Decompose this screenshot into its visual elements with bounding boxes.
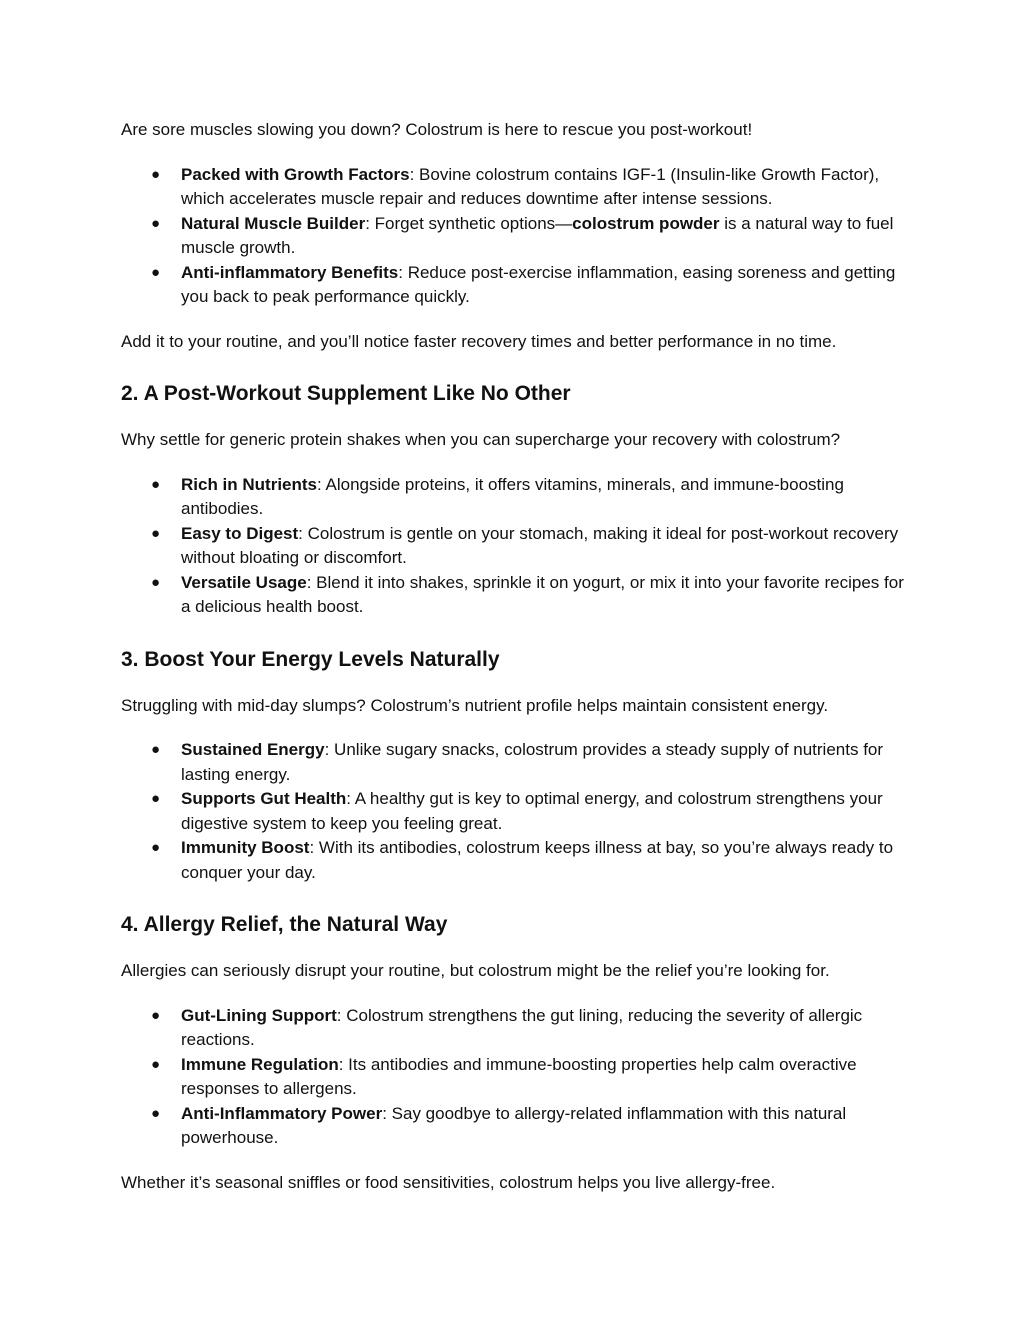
list-item-term: Packed with Growth Factors [181,164,410,184]
list-item-term: Natural Muscle Builder [181,213,366,233]
section-3-intro: Struggling with mid-day slumps? Colostrum’s nutrient profile helps maintain consistent energy. [121,695,829,715]
list-item [121,1004,911,1053]
list-item-term: Easy to Digest [181,523,299,543]
list-item-inline-term: colostrum powder [572,213,720,233]
bullet-icon: ● [151,741,161,758]
bullet-icon: ● [151,790,161,807]
bullet-icon: ● [151,165,161,183]
list-item-text: : Unlike sugary snacks, colostrum provides a steady supply of nutrients for lasting energy. [181,740,884,784]
list-item [121,212,911,261]
section-4-heading: 4. Allergy Relief, the Natural Way [121,913,448,936]
section-4-list [121,1004,911,1151]
recovery-outro-paragraph: Add it to your routine, and you’ll notice faster recovery times and better performance in no time. [121,331,837,351]
list-item-term: Anti-Inflammatory Power [181,1103,383,1123]
list-item-text: : Forget synthetic options— [365,213,573,233]
bullet-icon: ● [151,573,161,591]
list-item [121,473,911,522]
bullet-icon: ● [151,1006,161,1024]
list-item-text: : Reduce post-exercise inflammation, easing soreness and getting you back to peak performance quickly. [181,262,896,306]
bullet-icon: ● [151,524,161,542]
list-item-term: Sustained Energy [181,740,325,759]
bullet-icon: ● [151,1104,161,1122]
bullet-icon: ● [151,1055,161,1073]
bullet-icon: ● [151,839,161,856]
bullet-icon: ● [151,475,161,493]
section-2-intro: Why settle for generic protein shakes when you can supercharge your recovery with colostrum? [121,430,841,449]
list-item [121,1053,911,1102]
list-item-text: : Alongside proteins, it offers vitamins, minerals, and immune-boosting antibodies. [181,474,844,518]
list-item-term: Immune Regulation [181,1054,339,1074]
section-4-intro: Allergies can seriously disrupt your routine, but colostrum might be the relief you’re looking for. [121,961,830,980]
list-item-term: Versatile Usage [181,572,307,592]
list-item [121,836,911,885]
list-item [121,1102,911,1151]
list-item [121,738,911,787]
list-item-text: is a natural way to fuel muscle growth. [181,213,894,257]
list-item-text: : Colostrum is gentle on your stomach, making it ideal for post-workout recovery without bloating or discomfort. [181,523,899,567]
intro-paragraph: Are sore muscles slowing you down? Colostrum is here to rescue you post-workout! [121,120,753,139]
list-item-term: Supports Gut Health [181,789,347,808]
section-2-heading: 2. A Post-Workout Supplement Like No Other [121,382,571,405]
list-item-text: : Its antibodies and immune-boosting properties help calm overactive responses to allergens. [181,1054,857,1098]
list-item-text: : Say goodbye to allergy-related inflammation with this natural powerhouse. [181,1103,847,1147]
list-item-text: : Colostrum strengthens the gut lining, reducing the severity of allergic reactions. [181,1005,863,1049]
bullet-icon: ● [151,214,161,232]
list-item-text: : A healthy gut is key to optimal energy, and colostrum strengthens your digestive system to keep you feeling great. [181,789,883,833]
section-3-heading: 3. Boost Your Energy Levels Naturally [121,647,500,671]
list-item [121,261,911,310]
document-page [121,118,911,1195]
recovery-benefits-list [121,163,911,310]
section-4-outro: Whether it’s seasonal sniffles or food sensitivities, colostrum helps you live allergy-free. [121,1172,776,1192]
bullet-icon: ● [151,263,161,281]
list-item-term: Immunity Boost [181,838,310,857]
list-item [121,787,911,836]
list-item-text: : With its antibodies, colostrum keeps illness at bay, so you’re always ready to conquer your day. [181,838,894,882]
list-item-term: Anti-inflammatory Benefits [181,262,399,282]
list-item [121,163,911,212]
list-item-term: Rich in Nutrients [181,474,318,494]
list-item [121,571,911,620]
section-2-list [121,473,911,620]
list-item-text: : Bovine colostrum contains IGF-1 (Insulin-like Growth Factor), which accelerates muscle repair and reduces downtime after intense sessions. [181,164,880,208]
list-item-term: Gut-Lining Support [181,1005,337,1025]
list-item-text: : Blend it into shakes, sprinkle it on yogurt, or mix it into your favorite recipes for a delicious health boost. [181,572,904,616]
section-3-list [121,738,911,885]
list-item [121,522,911,571]
